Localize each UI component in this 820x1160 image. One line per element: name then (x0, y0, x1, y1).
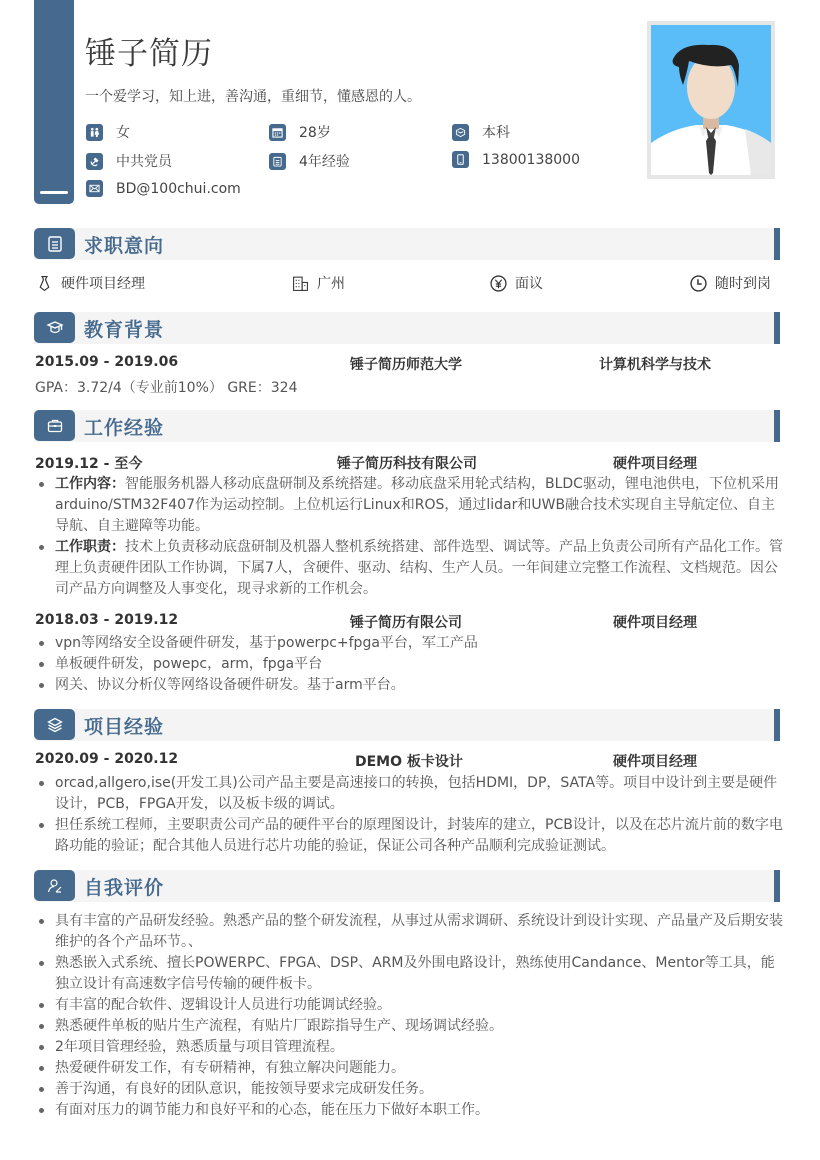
clock-icon (690, 275, 707, 292)
project-entry-header (35, 751, 780, 771)
intent-availability (690, 273, 771, 293)
profile-photo (647, 21, 775, 179)
project-bullets (35, 773, 785, 857)
section-header-work (34, 410, 780, 442)
list-item: 热爱硬件研发工作，有专研精神，有独立解决问题能力。 (35, 1058, 785, 1079)
list-item: 熟悉嵌入式系统、擅长POWERPC、FPGA、DSP、ARM及外围电路设计，熟练使用Candance、Mentor等工具，能独立设计有高速数字信号传输的硬件板卡。 (35, 953, 785, 995)
tie-icon (36, 275, 53, 292)
section-title: 工作经验 (84, 417, 165, 439)
list-item: 善于沟通，有良好的团队意识，能按领导要求完成研发任务。 (35, 1079, 785, 1100)
list-item: 熟悉硬件单板的贴片生产流程，有贴片厂跟踪指导生产、现场调试经验。 (35, 1016, 785, 1037)
list-item: 有面对压力的调节能力和良好平和的心态，能在压力下做好本职工作。 (35, 1100, 785, 1121)
info-age (269, 122, 331, 142)
section-end-bar (774, 410, 780, 442)
section-title: 教育背景 (84, 319, 165, 341)
bullet-label: 工作内容： (55, 476, 125, 492)
info-experience (269, 151, 350, 171)
building-icon (292, 275, 309, 292)
info-value: 28岁 (299, 125, 331, 141)
list-item: orcad,allgero,ise(开发工具)公司产品主要是高速接口的转换，包括HDMI，DP，SATA等。项目中设计到主要是硬件设计，PCB，FPGA开发，以及板卡级的调试。 (35, 773, 785, 815)
work-company: 锤子简历科技有限公司 (337, 456, 477, 472)
clipboard-icon (34, 228, 75, 259)
project-date: 2020.09 - 2020.12 (35, 751, 179, 767)
self-evaluation-bullets (35, 911, 785, 1121)
list-item: 具有丰富的产品研发经验。熟悉产品的整个研发流程，从事过从需求调研、系统设计到设计实现、产品量产及后期安装维护的各个产品环节。、 (35, 911, 785, 953)
mail-icon (86, 180, 103, 197)
clipboard-icon (269, 153, 286, 170)
work-bullets (35, 474, 785, 600)
section-title: 自我评价 (84, 877, 165, 899)
graduation-cap-icon (34, 312, 75, 343)
work-role: 硬件项目经理 (613, 615, 697, 631)
list-item: vpn等网络安全设备硬件研发，基于powerpc+fpga平台，军工产品 (35, 633, 785, 654)
motto: 一个爱学习，知上进，善沟通，重细节，懂感恩的人。 (85, 89, 421, 105)
info-value: 4年经验 (299, 154, 350, 170)
section-header-project (34, 709, 780, 741)
bullet-label: 工作职责： (55, 539, 125, 555)
education-date: 2015.09 - 2019.06 (35, 354, 179, 370)
section-end-bar (774, 870, 780, 902)
education-entry-header (35, 354, 780, 374)
phone-icon (452, 151, 469, 168)
gender-icon (86, 124, 103, 141)
intent-value: 硬件项目经理 (61, 276, 145, 292)
intent-city (292, 273, 345, 293)
info-value[interactable]: BD@100chui.com (116, 180, 241, 197)
intent-salary (490, 273, 543, 293)
list-item: 2年项目管理经验，熟悉质量与项目管理流程。 (35, 1037, 785, 1058)
list-item: 网关、协议分析仪等网络设备硬件研发。基于arm平台。 (35, 675, 785, 696)
education-detail: GPA：3.72/4（专业前10%） GRE：324 (35, 380, 298, 396)
resume-name: 锤子简历 (85, 36, 213, 72)
info-value: 13800138000 (482, 151, 580, 168)
layers-icon (34, 709, 75, 740)
list-item (35, 537, 785, 600)
info-gender (86, 122, 130, 142)
accent-dash (40, 191, 68, 194)
bullet-text: 技术上负责移动底盘研制及机器人整机系统搭建、部件选型、调试等。产品上负责公司所有产品化工作。管理上负责硬件团队工作协调，下属7人，含硬件、驱动、结构、生产人员。一年间建立完整工作流程、文档规范。因公司产品方向调整及人事变化，现寻求新的工作机会。 (55, 539, 783, 597)
intent-value: 随时到岗 (715, 276, 771, 292)
intent-value: 广州 (317, 276, 345, 292)
project-role: 硬件项目经理 (613, 754, 697, 770)
info-email (86, 180, 241, 197)
section-title: 项目经验 (84, 716, 165, 738)
user-edit-icon (34, 870, 75, 901)
education-school: 锤子简历师范大学 (350, 357, 462, 373)
section-header-intent (34, 228, 780, 260)
list-item: 担任系统工程师，主要职责公司产品的硬件平台的原理图设计，封装库的建立，PCB设计，以及在芯片流片前的数字电路功能的验证；配合其他人员进行芯片功能的验证，保证公司各种产品顺利完成验证测试。 (35, 815, 785, 857)
list-item (35, 474, 785, 537)
work-role: 硬件项目经理 (613, 456, 697, 472)
briefcase-icon (34, 410, 75, 441)
work-entry-header (35, 453, 780, 473)
calendar-icon (269, 124, 286, 141)
info-value: 中共党员 (116, 154, 172, 170)
header-accent-bar (34, 0, 74, 204)
yen-icon (490, 275, 507, 292)
bullet-text: 智能服务机器人移动底盘研制及系统搭建。移动底盘采用轮式结构，BLDC驱动，锂电池供电，下位机采用arduino/STM32F407作为运动控制。上位机运行Linux和ROS，通过lidar和UWB融合技术实现自主导航定位、自主导航、自主避障等功能。 (55, 476, 779, 534)
section-header-self (34, 870, 780, 902)
intent-value: 面议 (515, 276, 543, 292)
section-end-bar (774, 228, 780, 260)
section-header-education (34, 312, 780, 344)
intent-position (36, 273, 145, 293)
section-title: 求职意向 (84, 235, 165, 257)
list-item: 单板硬件研发，powepc，arm，fpga平台 (35, 654, 785, 675)
work-date: 2018.03 - 2019.12 (35, 612, 179, 628)
work-bullets (35, 633, 785, 696)
party-emblem-icon (86, 153, 103, 170)
info-value: 本科 (482, 125, 510, 141)
work-date: 2019.12 - 至今 (35, 456, 143, 472)
info-phone (452, 151, 580, 168)
education-major: 计算机科学与技术 (599, 357, 711, 373)
info-degree (452, 122, 510, 142)
avatar-illustration (651, 25, 771, 175)
section-end-bar (774, 709, 780, 741)
info-politics (86, 151, 172, 171)
work-company: 锤子简历有限公司 (350, 615, 462, 631)
info-value: 女 (116, 125, 130, 141)
project-name: DEMO 板卡设计 (355, 754, 463, 770)
section-end-bar (774, 312, 780, 344)
list-item: 有丰富的配合软件、逻辑设计人员进行功能调试经验。 (35, 995, 785, 1016)
work-entry-header (35, 612, 780, 632)
graduation-cap-icon (452, 124, 469, 141)
